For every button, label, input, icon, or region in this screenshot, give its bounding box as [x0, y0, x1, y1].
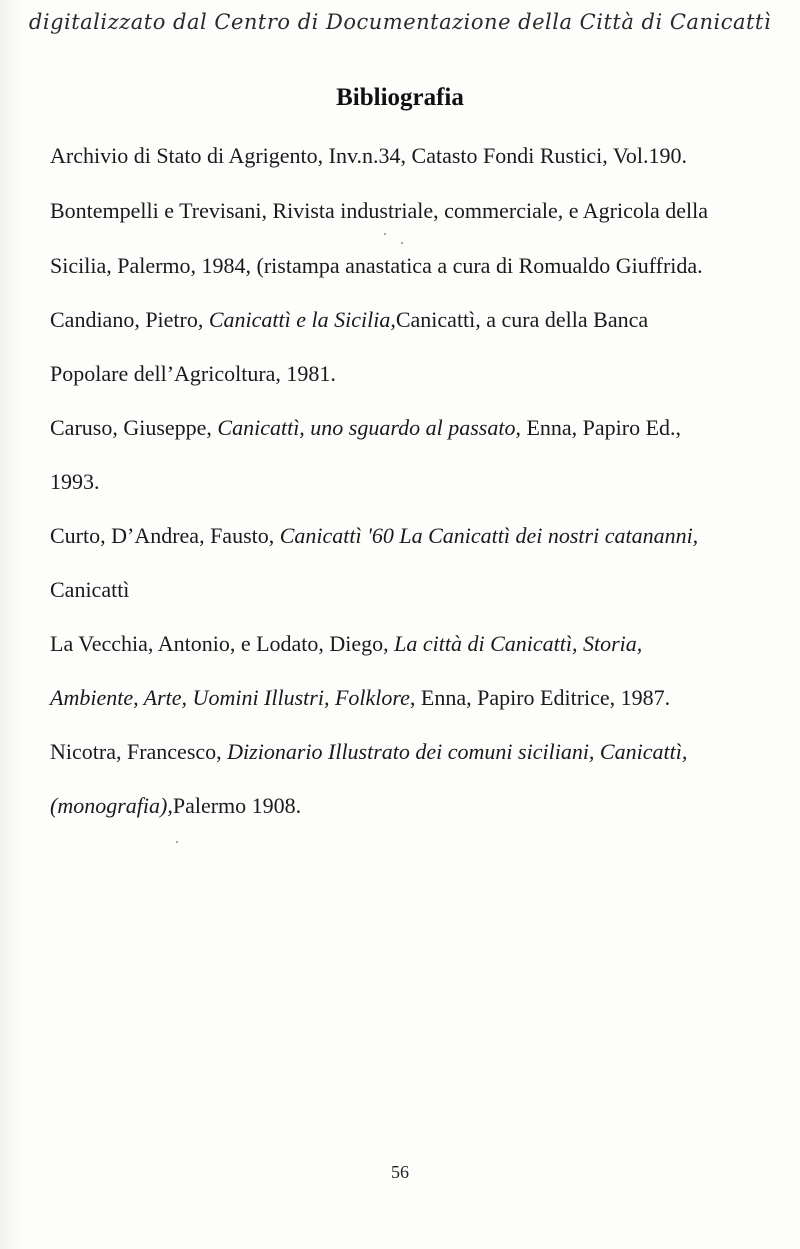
bibliography-entry-lavecchia-line1	[50, 629, 642, 659]
scan-speck	[384, 233, 386, 235]
scan-speck	[176, 841, 178, 843]
bibliography-entry-nicotra-line1	[50, 737, 687, 767]
entry-author: Candiano, Pietro,	[50, 307, 209, 332]
entry-author: Nicotra, Francesco,	[50, 739, 228, 764]
entry-text: Archivio di Stato di Agrigento, Inv.n.34, Catasto Fondi Rustici, Vol.190.	[50, 143, 687, 168]
digitization-watermark: digitalizzato dal Centro di Documentazione della Città di Canicattì	[28, 10, 772, 34]
bibliography-entry-bontempelli-line2	[50, 251, 703, 281]
bibliography-entry-curto-line1	[50, 521, 698, 551]
scan-speck	[401, 242, 403, 244]
entry-publication: Palermo 1908.	[172, 793, 302, 818]
entry-title: (monografia),	[50, 793, 173, 818]
entry-text: Popolare dell’Agricoltura, 1981.	[50, 361, 336, 386]
bibliography-entry-nicotra-line2	[50, 791, 301, 821]
entry-text: 1993.	[50, 469, 100, 494]
bibliography-entry-bontempelli-line1	[50, 196, 708, 226]
bibliography-entry-lavecchia-line2	[50, 683, 670, 713]
entry-title: La città di Canicattì, Storia,	[394, 631, 643, 656]
entry-publication: Canicattì, a cura della Banca	[395, 307, 649, 332]
bibliography-entry-archivio	[50, 141, 687, 171]
page-number: 56	[391, 1162, 409, 1182]
entry-author: Caruso, Giuseppe,	[50, 415, 218, 440]
entry-author: Curto, D’Andrea, Fausto,	[50, 523, 280, 548]
entry-title: Dizionario Illustrato dei comuni siciliani, Canicattì,	[227, 739, 688, 764]
entry-title: Canicattì '60 La Canicattì dei nostri catananni,	[279, 523, 699, 548]
entry-title: Canicattì, uno sguardo al passato	[217, 415, 516, 440]
entry-publication: , Enna, Papiro Editrice, 1987.	[409, 685, 671, 710]
entry-publication: , Enna, Papiro Ed.,	[515, 415, 682, 440]
entry-title: Ambiente, Arte, Uomini Illustri, Folklore	[50, 685, 410, 710]
bibliography-entry-candiano-line1	[50, 305, 648, 335]
entry-text: Bontempelli e Trevisani, Rivista industriale, commerciale, e Agricola della	[50, 198, 709, 223]
bibliography-entry-candiano-line2	[50, 359, 336, 389]
bibliography-entry-caruso-line1	[50, 413, 681, 443]
page-title: Bibliografia	[336, 84, 464, 111]
bibliography-entry-caruso-line2	[50, 467, 100, 497]
entry-text: Sicilia, Palermo, 1984, (ristampa anastatica a cura di Romualdo Giuffrida.	[50, 253, 703, 278]
bibliography-entry-curto-line2	[50, 575, 129, 605]
entry-author: La Vecchia, Antonio, e Lodato, Diego,	[50, 631, 395, 656]
entry-text: Canicattì	[50, 577, 130, 602]
scan-edge-shadow	[0, 0, 26, 1249]
entry-title: Canicattì e la Sicilia,	[208, 307, 396, 332]
